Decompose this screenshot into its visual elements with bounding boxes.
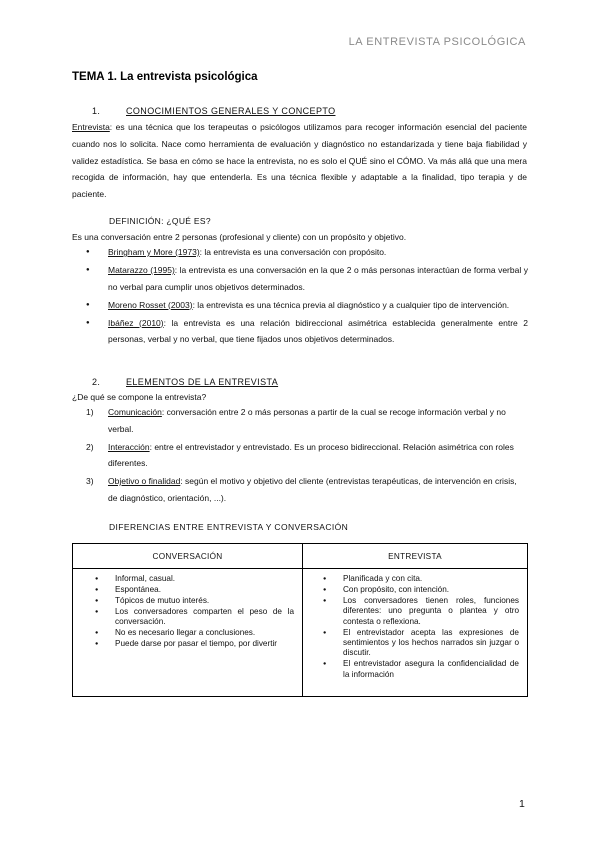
item-number: 1) xyxy=(86,407,94,417)
table-header-row xyxy=(73,544,528,569)
column-header-entrevista: ENTREVISTA xyxy=(303,544,528,569)
list-item: ● Los conversadores comparten el peso de la conversación. xyxy=(95,607,294,628)
conversacion-cell xyxy=(73,569,303,697)
list-item: ● Planificada y con cita. xyxy=(323,574,519,584)
list-item: ● El entrevistador acepta las expresiones de sentimientos y los hechos narrados sin juzgar o discutir. xyxy=(323,628,519,659)
comparison-table xyxy=(72,543,528,697)
definition-intro: Es una conversación entre 2 personas (profesional y cliente) con un propósito y objetivo. xyxy=(72,232,407,242)
list-item xyxy=(86,244,528,261)
author-citation: Bringham y More (1973) xyxy=(108,247,200,257)
list-item: ● Tópicos de mutuo interés. xyxy=(95,596,294,606)
element-text: : según el motivo y objetivo del cliente (entrevistas terapéuticas, de intervención en crisis, de diagnóstico, orientación, ...). xyxy=(108,476,517,503)
section-1-heading xyxy=(72,106,335,116)
list-item xyxy=(86,473,528,506)
element-text: : conversación entre 2 o más personas a partir de la cual se recoge información verbal y no verbal. xyxy=(108,407,506,434)
section-1-number: 1. xyxy=(92,106,101,116)
list-item: ● Espontánea. xyxy=(95,585,294,595)
definition-heading: DEFINICIÓN: ¿QUÉ ES? xyxy=(109,216,211,226)
author-citation: Matarazzo (1995) xyxy=(108,265,175,275)
entrevista-cell xyxy=(303,569,528,697)
element-term: Comunicación xyxy=(108,407,162,417)
definition-list xyxy=(86,244,528,349)
list-item xyxy=(86,315,528,348)
running-header: LA ENTREVISTA PSICOLÓGICA xyxy=(348,36,526,48)
list-item: ● Los conversadores tienen roles, funciones diferentes: uno pregunta o plantea y otro contesta o reflexiona. xyxy=(323,596,519,627)
list-item: ● Informal, casual. xyxy=(95,574,294,584)
item-number: 3) xyxy=(86,476,94,486)
elements-list xyxy=(86,404,528,508)
list-item xyxy=(86,262,528,295)
section-1-title: CONOCIMIENTOS GENERALES Y CONCEPTO xyxy=(126,106,336,116)
section-1-body: : es una técnica que los terapeutas o psicólogos utilizamos para recoger información esencial del paciente cuando nos lo solicita. Nace como herramienta de evaluación y diagnóstico no estandarizada y tiene baja fiabilidad y validez estadística. Se basa en cómo se hace la entrevista, no es solo el QUÉ sino el CÓMO. Va más allá que una mera recogida de información, hay que entenderla. Es una técnica flexible y adaptable a la finalidad, tipo terapia y de paciente. xyxy=(72,122,527,200)
list-item: ● Puede darse por pasar el tiempo, por divertir xyxy=(95,639,294,649)
table-row xyxy=(73,569,528,697)
entrevista-list xyxy=(323,574,519,680)
list-item xyxy=(86,439,528,472)
section-2-title: ELEMENTOS DE LA ENTREVISTA xyxy=(126,377,279,387)
conversacion-list xyxy=(95,574,294,649)
column-header-conversacion: CONVERSACIÓN xyxy=(73,544,303,569)
list-item: ● Con propósito, con intención. xyxy=(323,585,519,595)
term-entrevista: Entrevista xyxy=(72,122,110,132)
definition-text: : la entrevista es una conversación con propósito. xyxy=(199,247,387,257)
list-item: ● No es necesario llegar a conclusiones. xyxy=(95,628,294,638)
definition-text: : la entrevista es una conversación en la que 2 o más personas interactúan de forma verbal y no verbal para cumplir unos objetivos determinados. xyxy=(108,265,528,292)
definition-text: : la entrevista es una técnica previa al diagnóstico y a cualquier tipo de intervención. xyxy=(192,299,510,310)
element-term: Interacción xyxy=(108,441,150,452)
differences-heading: DIFERENCIAS ENTRE ENTREVISTA Y CONVERSACIÓN xyxy=(109,522,349,532)
section-2-number: 2. xyxy=(92,377,101,387)
definition-text: : la entrevista es una relación bidireccional asimétrica establecida generalmente entre 2 personas, verbal y no verbal, que tiene fijados unos objetivos determinados. xyxy=(108,317,529,344)
section-1-paragraph xyxy=(72,119,527,203)
author-citation: Ibáñez (2010) xyxy=(108,317,164,328)
element-text: : entre el entrevistador y entrevistado. Es un proceso bidireccional. Relación asimétrica con roles diferentes. xyxy=(108,441,514,468)
list-item xyxy=(86,297,528,314)
page-title: TEMA 1. La entrevista psicológica xyxy=(72,71,258,83)
section-2-question: ¿De qué se compone la entrevista? xyxy=(72,392,207,402)
page-number: 1 xyxy=(519,798,525,810)
list-item xyxy=(86,404,528,437)
author-citation: Moreno Rosset (2003) xyxy=(108,299,193,310)
list-item: ● El entrevistador asegura la confidencialidad de la información xyxy=(323,659,519,680)
section-2-heading xyxy=(72,377,278,387)
item-number: 2) xyxy=(86,441,94,452)
element-term: Objetivo o finalidad xyxy=(108,476,181,486)
